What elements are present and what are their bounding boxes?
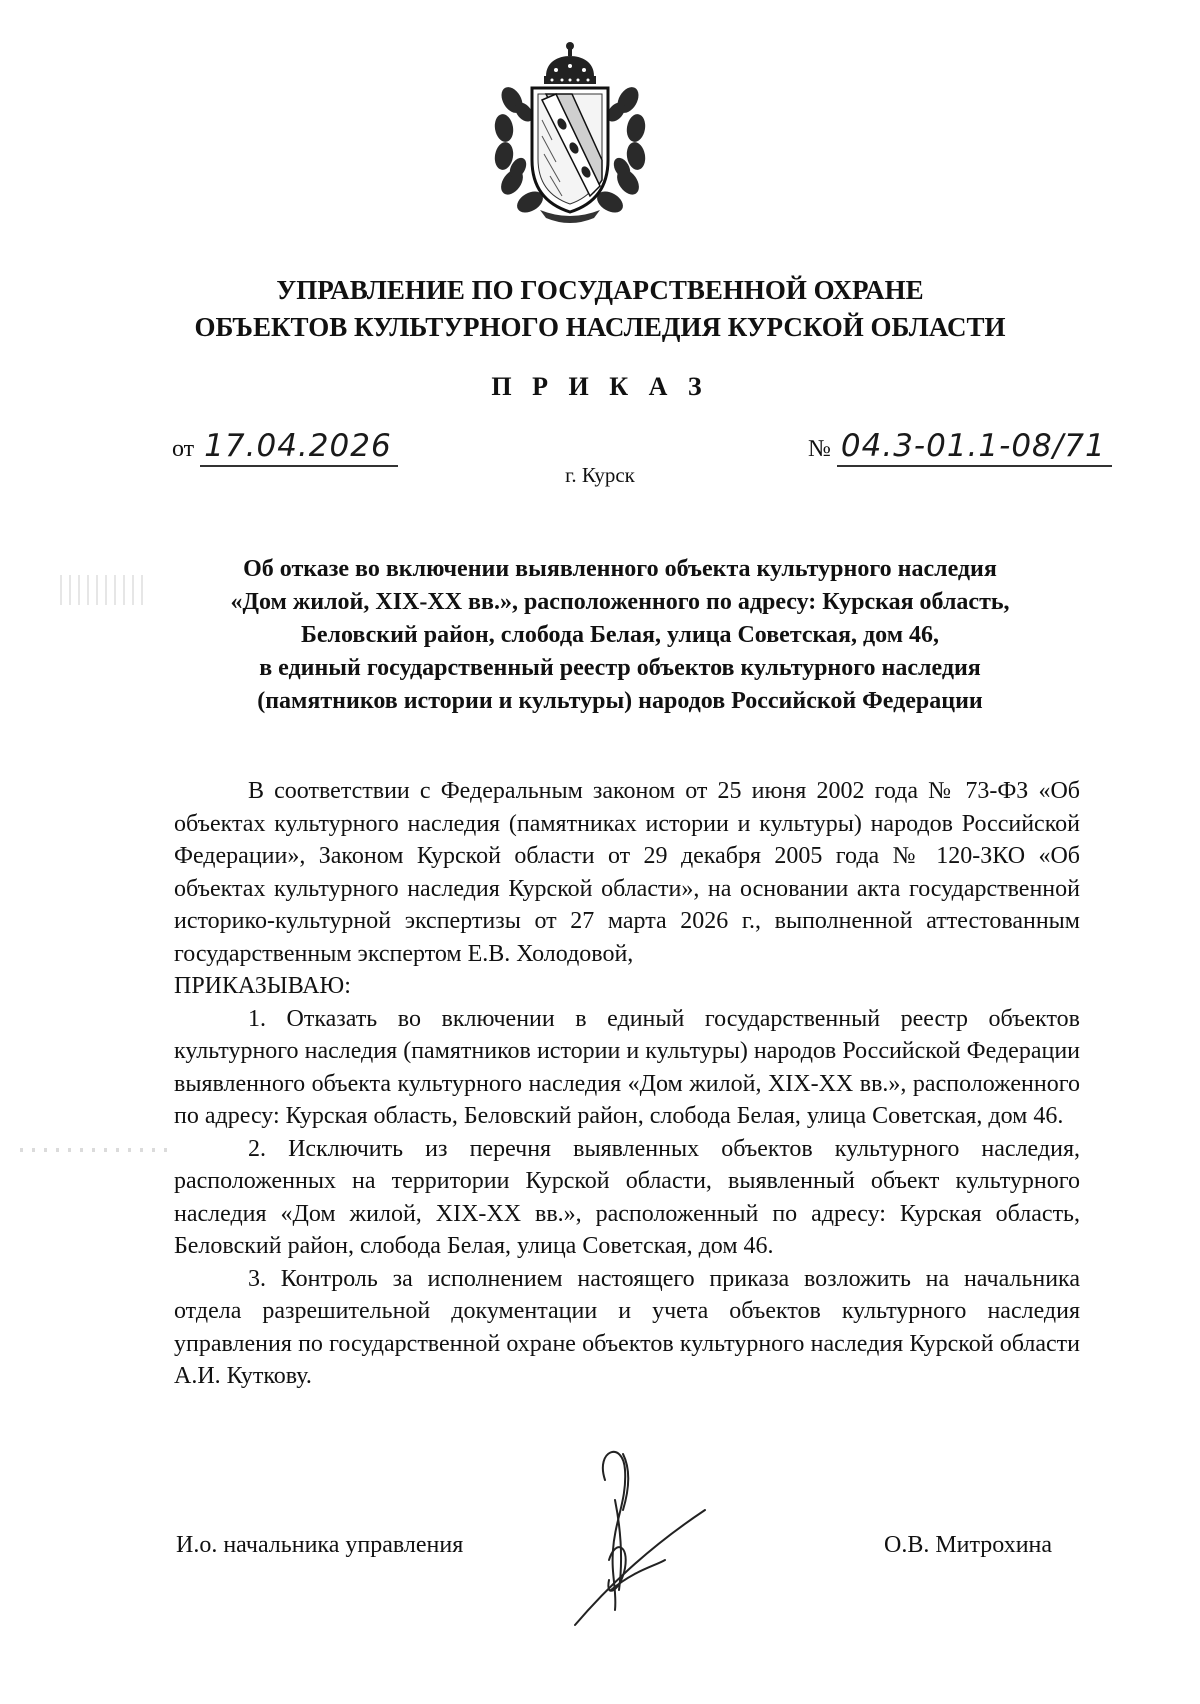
order-word: ПРИКАЗЫВАЮ: bbox=[174, 973, 351, 999]
subject-line: (памятников истории и культуры) народов Российской Федерации bbox=[257, 688, 983, 714]
signatory-role: И.о. начальника управления bbox=[176, 1532, 464, 1558]
subject-line: Беловский район, слобода Белая, улица Советская, дом 46, bbox=[300, 622, 940, 648]
subject-line: «Дом жилой, XIX-XX вв.», расположенного по адресу: Курская область, bbox=[230, 589, 1010, 615]
organization-title-line1: УПРАВЛЕНИЕ ПО ГОСУДАРСТВЕННОЙ ОХРАНЕ bbox=[276, 275, 924, 305]
date-prefix: от bbox=[172, 436, 195, 462]
order-item-2: 2. Исключить из перечня выявленных объектов культурного наследия, расположенных на территории Курской области, выявленный объект культурного наследия «Дом жилой, XIX-XX вв.», расположенный по адресу: Курская область, Беловский район, слобода Белая, улица Советская, дом 46. bbox=[174, 1135, 1080, 1259]
document-type-title: П Р И К А З bbox=[491, 372, 709, 401]
scan-noise bbox=[60, 575, 150, 605]
order-date-line bbox=[172, 428, 398, 467]
order-item-1: 1. Отказать во включении в единый государственный реестр объектов культурного наследия (памятников истории и культуры) народов Российской Федерации выявленного объекта культурного наследия «Дом жилой, XIX-XX вв.», расположенного по адресу: Курская область, Беловский район, слобода Белая, улица Советская, дом 46. bbox=[174, 1005, 1080, 1129]
scan-noise bbox=[20, 1148, 170, 1152]
order-body bbox=[174, 775, 1080, 1393]
order-date-handwritten: 17.04.2026 bbox=[200, 428, 398, 467]
organization-title bbox=[0, 272, 1200, 346]
subject-line: в единый государственный реестр объектов культурного наследия bbox=[259, 655, 981, 681]
handwritten-signature-icon bbox=[565, 1440, 710, 1630]
subject-line: Об отказе во включении выявленного объекта культурного наследия bbox=[243, 556, 997, 582]
order-number-line bbox=[808, 428, 1112, 467]
city: г. Курск bbox=[565, 463, 635, 487]
order-subject bbox=[140, 553, 1100, 718]
number-prefix: № bbox=[808, 436, 831, 462]
preamble-paragraph: В соответствии с Федеральным законом от 25 июня 2002 года № 73-ФЗ «Об объектах культурного наследия (памятниках истории и культуры) народов Российской Федерации», Законом Курской области от 29 декабря 2005 года № 120-ЗКО «Об объектах культурного наследия Курской области», на основании акта государственной историко-культурной экспертизы от 27 марта 2026 г., выполненной аттестованным государственным экспертом Е.В. Холодовой, bbox=[174, 778, 1080, 967]
organization-title-line2: ОБЪЕКТОВ КУЛЬТУРНОГО НАСЛЕДИЯ КУРСКОЙ ОБЛАСТИ bbox=[194, 312, 1006, 342]
order-item-3: 3. Контроль за исполнением настоящего приказа возложить на начальника отдела разрешительной документации и учета объектов культурного наследия управления по государственной охране объектов культурного наследия Курской области А.И. Куткову. bbox=[174, 1265, 1080, 1389]
order-number-handwritten: 04.3-01.1-08/71 bbox=[837, 428, 1112, 467]
kursk-oblast-coat-of-arms-icon bbox=[490, 40, 650, 225]
signatory-name: О.В. Митрохина bbox=[884, 1532, 1053, 1558]
